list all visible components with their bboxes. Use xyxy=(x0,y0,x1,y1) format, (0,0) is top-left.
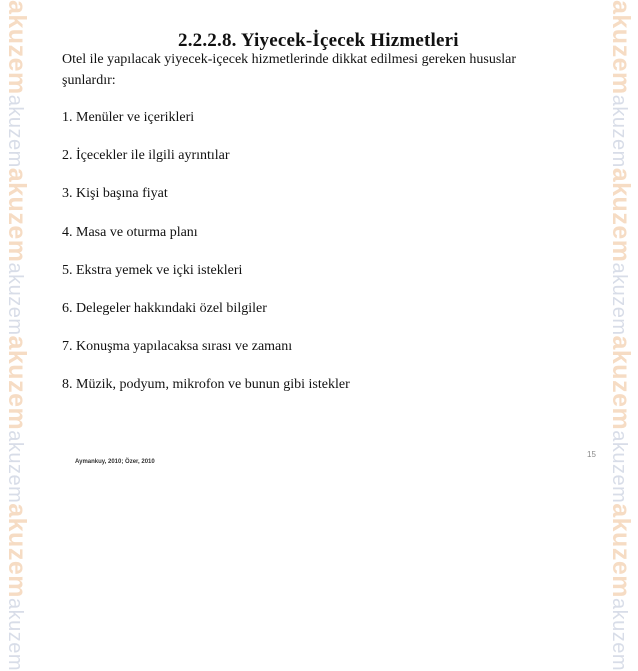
list-item: 1. Menüler ve içerikleri xyxy=(62,110,195,125)
watermark-text-left: akuzemakuzemakuzemakuzemakuzemakuzemakuzemakuzem xyxy=(3,0,31,671)
list-item: 2. İçecekler ile ilgili ayrıntılar xyxy=(62,148,230,164)
intro-paragraph: Otel ile yapılacak yiyecek-içecek hizmetlerinde dikkat edilmesi gereken hususlar şunlardır: xyxy=(62,52,517,88)
list-item: 4. Masa ve oturma planı xyxy=(62,224,198,240)
page-number: 15 xyxy=(587,450,596,459)
list-item: 3. Kişi başına fiyat xyxy=(62,186,168,202)
watermark-strip-right xyxy=(604,0,638,671)
watermark-strip-left xyxy=(0,0,34,671)
slide-title: 2.2.2.8. Yiyecek-İçecek Hizmetleri xyxy=(178,30,459,51)
list-item: 8. Müzik, podyum, mikrofon ve bunun gibi istekler xyxy=(62,377,350,393)
list-item: 6. Delegeler hakkındaki özel bilgiler xyxy=(62,300,267,316)
citation: Aymankuy, 2010; Özer, 2010 xyxy=(75,459,155,465)
watermark-text-right: akuzemakuzemakuzemakuzemakuzemakuzemakuzemakuzem xyxy=(607,0,635,671)
list-item: 5. Ekstra yemek ve içki istekleri xyxy=(62,262,243,278)
list-item: 7. Konuşma yapılacaksa sırası ve zamanı xyxy=(62,339,293,355)
requirements-list xyxy=(62,108,350,414)
